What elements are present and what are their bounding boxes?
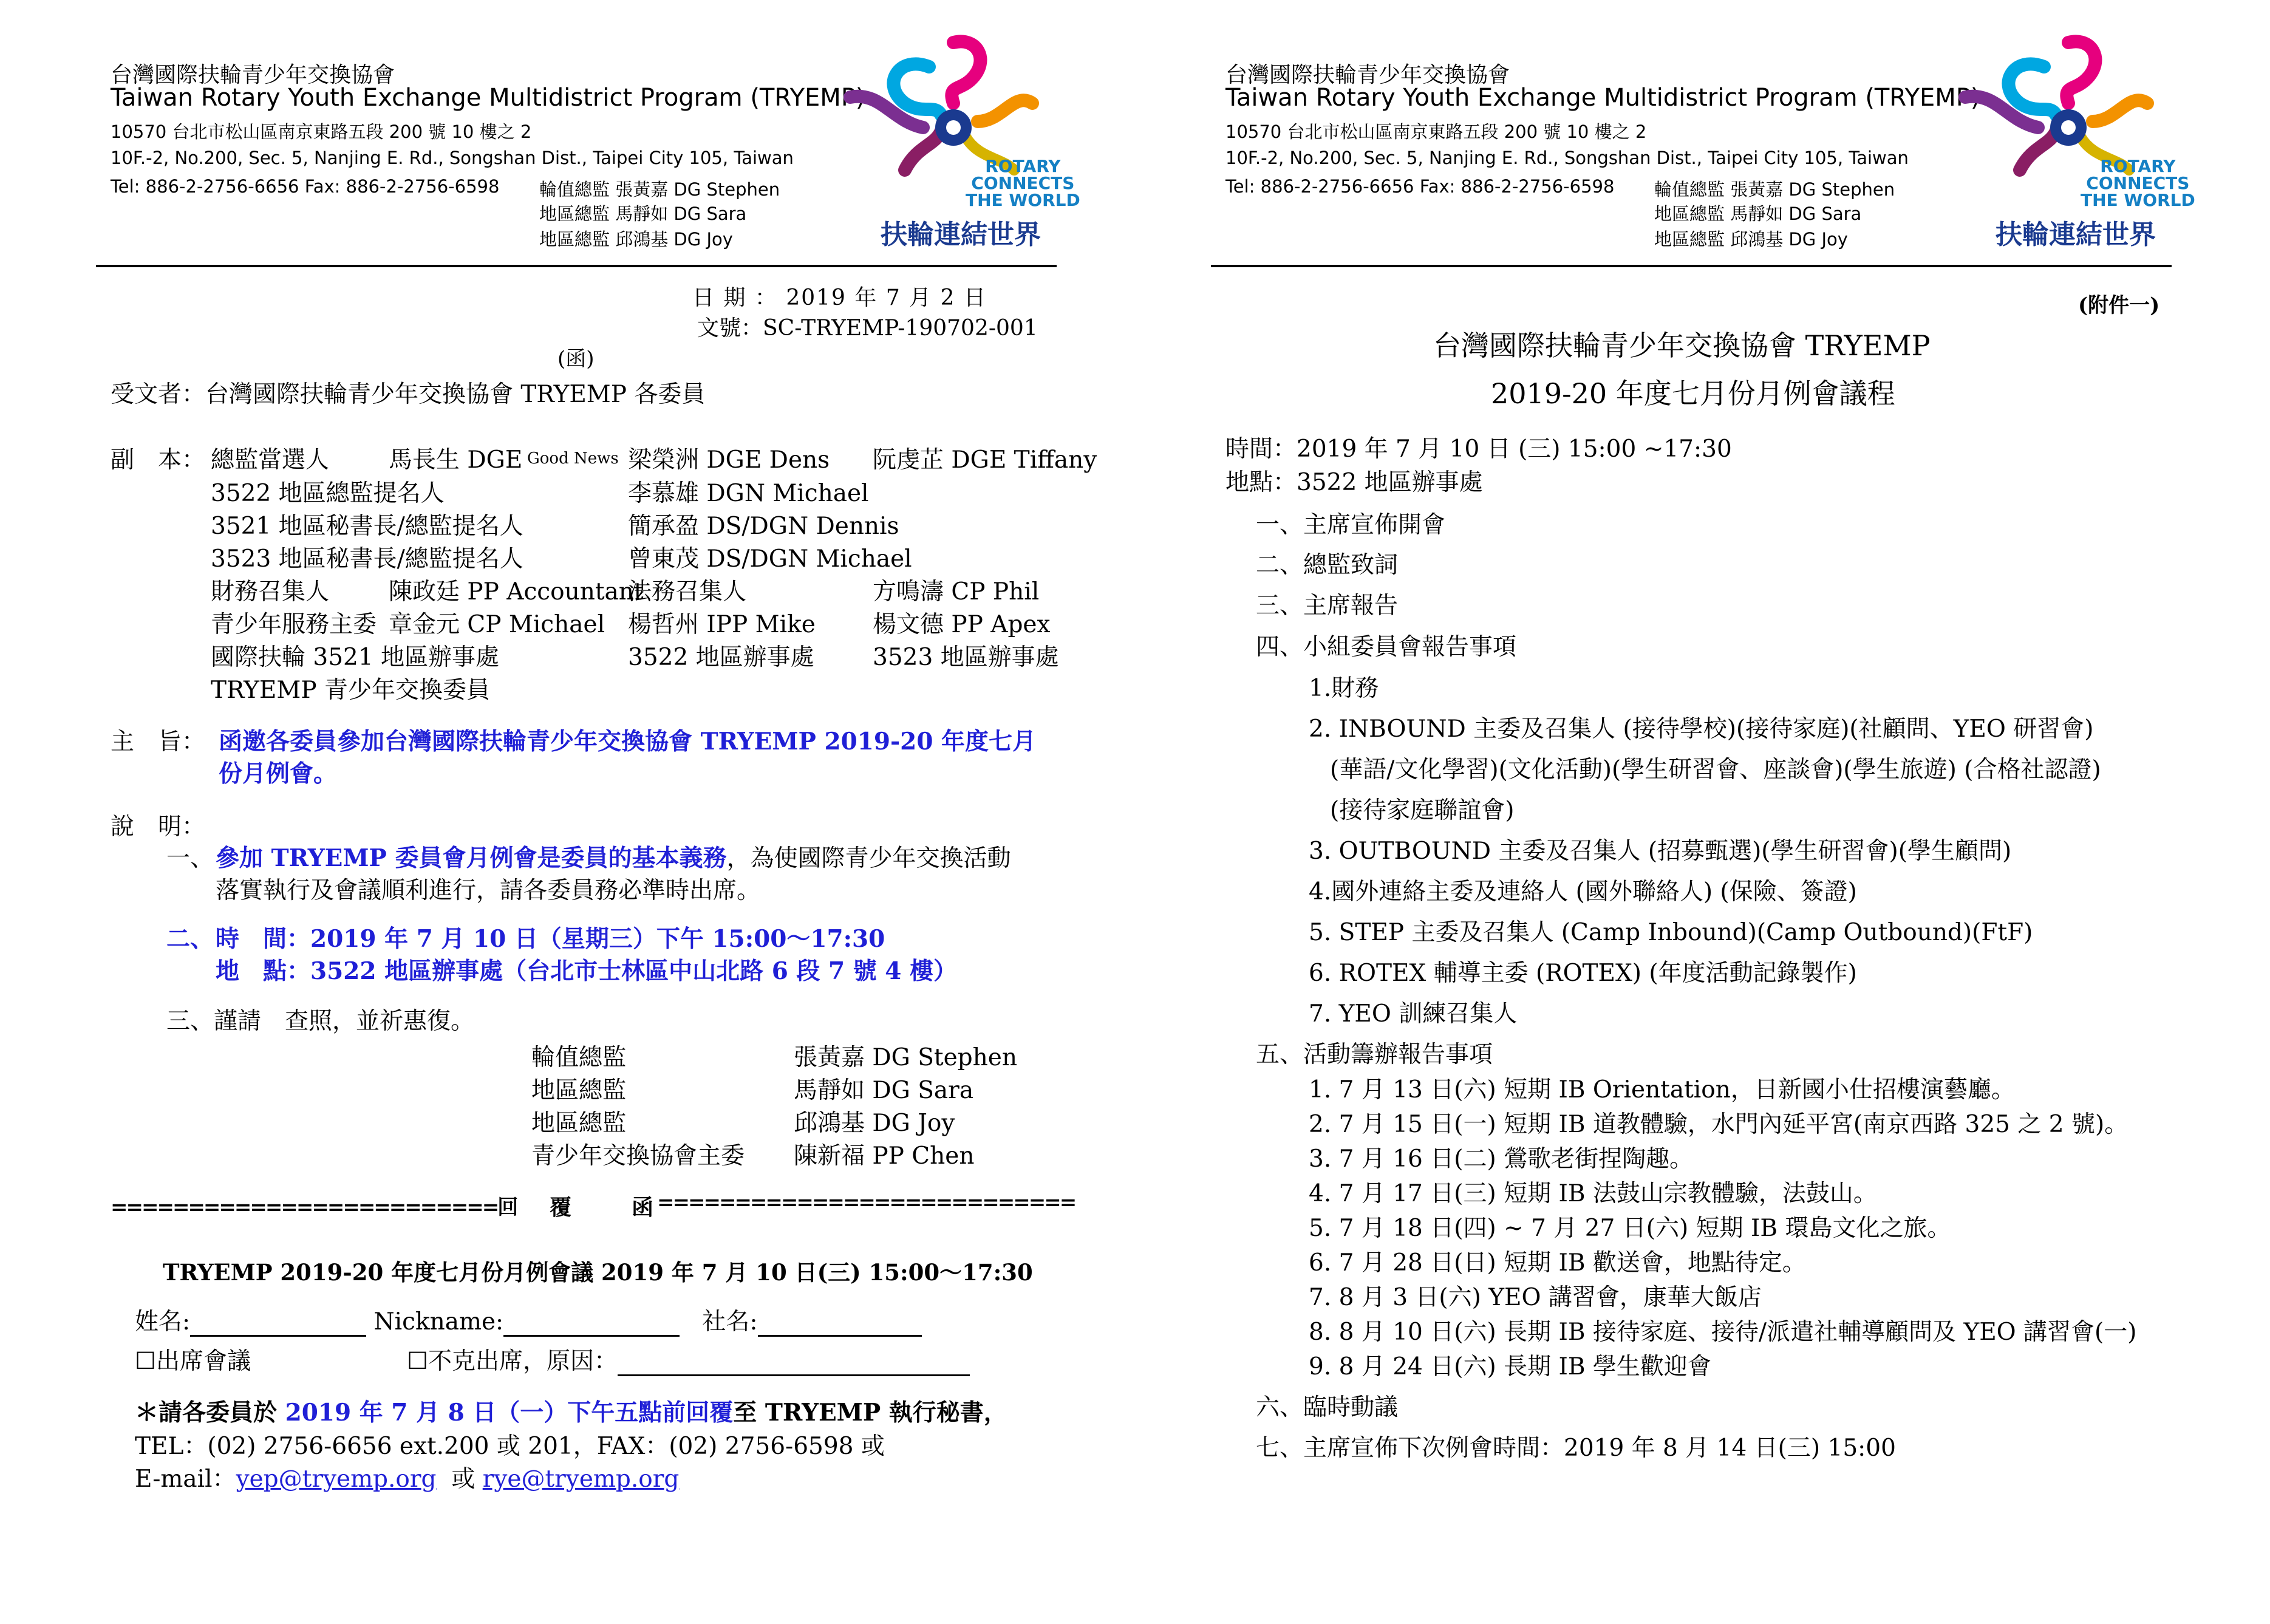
contact-email [135, 1460, 679, 1494]
cc-title: 3521 地區秘書長/總監提名人 [211, 513, 523, 540]
item-number: 一、 [166, 845, 214, 872]
cc-person: 簡承盈 DS/DGN Dennis [628, 513, 899, 540]
email-or: 或 [451, 1465, 475, 1493]
cc-title: 3522 地區總監提名人 [211, 480, 445, 507]
attachment-label: (附件一) [2078, 293, 2160, 318]
letter-date: 日 期 ： 2019 年 7 月 2 日 [692, 285, 987, 310]
committee-item: 1.財務 [1309, 675, 1379, 702]
cc-person: 李慕雄 DGN Michael [628, 480, 869, 507]
logo-text: CONNECTS [971, 173, 1075, 193]
committee-item: (華語/文化學習)(文化活動)(學生研習會、座談會)(學生旅遊) (合格社認證) [1330, 756, 2101, 783]
item1-text-line2: 落實執行及會議順利進行，請各委員務必準時出席。 [216, 877, 761, 904]
meeting-place: 地 點：3522 地區辦事處（台北市士林區中山北路 6 段 7 號 4 樓） [216, 957, 957, 985]
cc-title: 法務召集人 [628, 578, 747, 606]
divider-mid: 覆 [550, 1195, 572, 1220]
activity-item: 3. 7 月 16 日(二) 鶯歌老街捏陶趣。 [1309, 1145, 1694, 1173]
committee-item: 2. INBOUND 主委及召集人 (接待學校)(接待家庭)(社顧問、YEO 研習會) [1309, 715, 2094, 743]
club-input[interactable] [758, 1313, 922, 1337]
subject-text: 份月例會。 [219, 760, 338, 788]
subject-text: 函邀各委員參加台灣國際扶輪青少年交換協會 TRYEMP 2019-20 年度七月 [219, 728, 1037, 756]
signer-title: 地區總監 [531, 1110, 627, 1137]
agenda-subtitle: 2019-20 年度七月份月例會議程 [1491, 377, 1895, 410]
item-number: 二、 [166, 925, 214, 953]
governor-line: 地區總監 邱鴻基 DG Joy [539, 229, 733, 250]
agenda-title: 台灣國際扶輪青少年交換協會 TRYEMP [1433, 329, 1931, 362]
header-rule [1211, 265, 2172, 267]
logo-zh: 扶輪連結世界 [1996, 219, 2156, 250]
cc-person-nick: Good News [527, 449, 619, 468]
cc-label: 副 本： [111, 446, 206, 474]
rotary-logo [838, 30, 1080, 250]
signer-title: 青少年交換協會主委 [531, 1142, 745, 1170]
logo-text: CONNECTS [2086, 173, 2190, 193]
signer-name: 陳新福 PP Chen [794, 1142, 975, 1170]
committee-item: 6. ROTEX 輔導主委 (ROTEX) (年度活動記錄製作) [1309, 960, 1857, 987]
governor-line: 地區總監 邱鴻基 DG Joy [1654, 229, 1848, 250]
activity-item: 2. 7 月 15 日(一) 短期 IB 道教體驗，水門內延平宮(南京西路 325 之 2 號)。 [1309, 1111, 2129, 1138]
committee-item: (接待家庭聯誼會) [1330, 797, 1515, 824]
signer-name: 張黃嘉 DG Stephen [794, 1044, 1017, 1071]
cc-person: 方鳴濤 CP Phil [873, 578, 1040, 606]
email-link-rye[interactable]: rye@tryemp.org [482, 1465, 680, 1493]
cc-title: 國際扶輪 3521 地區辦事處 [211, 644, 500, 671]
item1-rest: ，為使國際青少年交換活動 [726, 845, 1011, 872]
absent-option [407, 1342, 970, 1376]
agenda-item: 一、主席宣佈開會 [1256, 511, 1446, 539]
activity-item: 7. 8 月 3 日(六) YEO 講習會，康華大飯店 [1309, 1284, 1762, 1311]
note-star: ＊請各委員於 [135, 1399, 285, 1427]
cc-person: 楊文德 PP Apex [873, 611, 1051, 638]
doc-type: (函) [557, 347, 595, 371]
rotary-logo [1953, 30, 2195, 250]
logo-zh: 扶輪連結世界 [881, 219, 1041, 250]
cc-title: 3523 地區辦事處 [873, 644, 1059, 671]
activity-item: 5. 7 月 18 日(四) ~ 7 月 27 日(六) 短期 IB 環島文化之旅。 [1309, 1215, 1951, 1242]
signer-name: 邱鴻基 DG Joy [794, 1110, 955, 1137]
absent-checkbox[interactable]: ☐不克出席，原因： [407, 1348, 618, 1375]
governor-line: 輪值總監 張黃嘉 DG Stephen [539, 179, 780, 200]
activity-item: 9. 8 月 24 日(六) 長期 IB 學生歡迎會 [1309, 1353, 1711, 1380]
cc-person: 曾東茂 DS/DGN Michael [628, 545, 912, 573]
signer-title: 地區總監 [531, 1077, 627, 1104]
committee-item: 7. YEO 訓練召集人 [1309, 1000, 1518, 1028]
cc-title: 財務召集人 [211, 578, 330, 606]
signer-title: 輪值總監 [531, 1044, 627, 1071]
agenda-item: 二、總監致詞 [1256, 551, 1399, 579]
governor-line: 地區總監 馬靜如 DG Sara [539, 203, 747, 224]
committee-item: 4.國外連絡主委及連絡人 (國外聯絡人) (保險、簽證) [1309, 878, 1857, 906]
item3-text: 三、謹請 查照，並祈惠復。 [166, 1008, 475, 1035]
subject-label: 主 旨： [111, 728, 206, 756]
governor-line: 輪值總監 張黃嘉 DG Stephen [1654, 179, 1895, 200]
cc-person: 章金元 CP Michael [389, 611, 605, 638]
item1-emphasis: 參加 TRYEMP 委員會月例會是委員的基本義務 [216, 844, 727, 872]
org-name-zh: 台灣國際扶輪青少年交換協會 [111, 63, 395, 87]
committee-item: 5. STEP 主委及召集人 (Camp Inbound)(Camp Outbound)(FtF) [1309, 919, 2033, 946]
address-en: 10F.-2, No.200, Sec. 5, Nanjing E. Rd., Songshan Dist., Taipei City 105, Taiwan [111, 148, 794, 168]
note-deadline: 2019 年 7 月 8 日（一）下午五點前回覆 [285, 1399, 734, 1427]
name-label: 姓名: [135, 1308, 191, 1336]
agenda-item: 五、活動籌辦報告事項 [1256, 1041, 1493, 1068]
cc-person: 阮虔芷 DGE Tiffany [873, 446, 1097, 474]
org-name-en: Taiwan Rotary Youth Exchange Multidistrict Program (TRYEMP) [111, 84, 865, 112]
name-input[interactable] [190, 1313, 366, 1337]
activity-item: 6. 7 月 28 日(日) 短期 IB 歡送會，地點待定。 [1309, 1249, 1806, 1277]
meeting-time: 時 間：2019 年 7 月 10 日（星期三）下午 15:00～17:30 [216, 925, 885, 953]
divider-left: =========================回 [111, 1195, 517, 1220]
contact-tel: TEL：(02) 2756-6656 ext.200 或 201，FAX：(02) 2756-6598 或 [135, 1433, 885, 1460]
email-link-yep[interactable]: yep@tryemp.org [236, 1465, 437, 1493]
cc-title: 3523 地區秘書長/總監提名人 [211, 545, 523, 573]
item1-text [216, 839, 1011, 873]
signer-name: 馬靜如 DG Sara [794, 1077, 974, 1104]
agenda-item: 三、主席報告 [1256, 592, 1399, 619]
activity-item: 1. 7 月 13 日(六) 短期 IB Orientation，日新國小仕招樓演藝廳。 [1309, 1076, 2015, 1104]
logo-text: THE WORLD [966, 190, 1080, 210]
cc-person: 陳政廷 PP Accountant [389, 578, 644, 606]
activity-item: 8. 8 月 10 日(六) 長期 IB 接待家庭、接待/派遣社輔導顧問及 YEO 講習會(一) [1309, 1319, 2137, 1346]
email-label: E-mail： [135, 1465, 236, 1493]
cc-title: 青少年服務主委 [211, 611, 377, 638]
divider-mid: 函 [632, 1195, 654, 1220]
explain-label: 說 明： [111, 813, 206, 841]
agenda-item: 七、主席宣佈下次例會時間：2019 年 8 月 14 日(三) 15:00 [1256, 1435, 1896, 1462]
cc-person: 楊哲州 IPP Mike [628, 611, 816, 638]
nickname-label: Nickname: [373, 1308, 504, 1336]
logo-text: ROTARY [985, 156, 1061, 176]
cc-title: 3522 地區辦事處 [628, 644, 814, 671]
address-zh: 10570 台北市松山區南京東路五段 200 號 10 樓之 2 [111, 121, 532, 142]
agenda-item: 四、小組委員會報告事項 [1256, 633, 1517, 661]
org-name-en: Taiwan Rotary Youth Exchange Multidistrict Program (TRYEMP) [1225, 84, 1980, 112]
club-label: 社名: [702, 1308, 758, 1336]
governor-line: 地區總監 馬靜如 DG Sara [1654, 203, 1862, 224]
doc-number: 文號：SC-TRYEMP-190702-001 [697, 316, 1038, 341]
meeting-place: 地點：3522 地區辦事處 [1225, 469, 1483, 496]
committee-item: 3. OUTBOUND 主委及召集人 (招募甄選)(學生研習會)(學生顧問) [1309, 838, 2012, 865]
tel-fax: Tel: 886-2-2756-6656 Fax: 886-2-2756-6598 [111, 176, 500, 197]
logo-text: THE WORLD [2081, 190, 2195, 210]
logo-text: ROTARY [2100, 156, 2176, 176]
reply-note [135, 1394, 1007, 1428]
divider-right: =========================== [657, 1190, 1075, 1215]
reply-title: TRYEMP 2019-20 年度七月份月例會議 2019 年 7 月 10 日(三) 15:00～17:30 [163, 1259, 1033, 1286]
recipient: 受文者：台灣國際扶輪青少年交換協會 TRYEMP 各委員 [111, 381, 706, 408]
address-zh: 10570 台北市松山區南京東路五段 200 號 10 樓之 2 [1225, 121, 1647, 142]
cc-title: 總監當選人 [211, 446, 330, 474]
cc-person: 馬長生 DGE [389, 446, 523, 474]
note-rest: 至 TRYEMP 執行秘書， [733, 1399, 1007, 1427]
agenda-item: 六、臨時動議 [1256, 1394, 1399, 1421]
cc-title: TRYEMP 青少年交換委員 [211, 677, 490, 704]
address-en: 10F.-2, No.200, Sec. 5, Nanjing E. Rd., Songshan Dist., Taipei City 105, Taiwan [1225, 148, 1909, 168]
reply-fields [135, 1303, 922, 1337]
cc-person: 梁榮洲 DGE Dens [628, 446, 830, 474]
nickname-input[interactable] [503, 1313, 680, 1337]
header-rule [96, 265, 1057, 267]
org-name-zh: 台灣國際扶輪青少年交換協會 [1225, 63, 1510, 87]
attend-checkbox[interactable]: ☐出席會議 [135, 1348, 251, 1375]
absent-reason-input[interactable] [618, 1353, 970, 1376]
meeting-time: 時間：2019 年 7 月 10 日 (三) 15:00 ~17:30 [1225, 435, 1732, 463]
activity-item: 4. 7 月 17 日(三) 短期 IB 法鼓山宗教體驗，法鼓山。 [1309, 1180, 1877, 1207]
tel-fax: Tel: 886-2-2756-6656 Fax: 886-2-2756-6598 [1225, 176, 1615, 197]
